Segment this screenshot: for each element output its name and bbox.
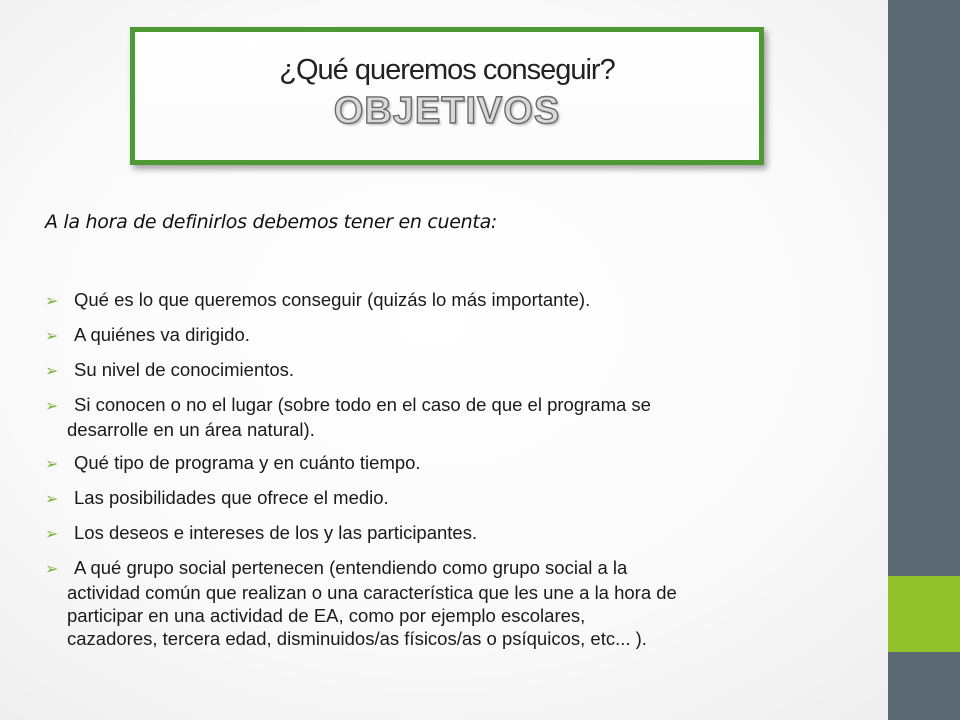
list-item: ➢ A qué grupo social pertenecen (entendiendo como grupo social a la actividad común que realizan o una característica que les une a la hora de participar en una actividad de EA, como por ejemplo escolares, cazadores, tercera edad, disminuidos/as físicos/as o psíquicos, etc... ).	[45, 557, 677, 649]
arrow-bullet-icon: ➢	[45, 456, 59, 473]
arrow-bullet-icon: ➢	[45, 491, 59, 508]
list-item: ➢ Qué es lo que queremos conseguir (quizás lo más importante).	[45, 288, 875, 313]
sidebar-accent-block	[888, 576, 960, 652]
intro-text: A la hora de definirlos debemos tener en cuenta:	[45, 211, 498, 233]
title-box	[130, 27, 764, 165]
arrow-bullet-icon: ➢	[45, 561, 59, 578]
list-item: ➢ Los deseos e intereses de los y las participantes.	[45, 521, 875, 546]
list-item: ➢ Si conocen o no el lugar (sobre todo en el caso de que el programa se desarrolle en un área natural).	[45, 394, 651, 440]
arrow-bullet-icon: ➢	[45, 328, 59, 345]
slide-subtitle: OBJETIVOS	[333, 90, 561, 132]
arrow-bullet-icon: ➢	[45, 526, 59, 543]
list-item: ➢ Las posibilidades que ofrece el medio.	[45, 486, 875, 511]
list-item: ➢ Su nivel de conocimientos.	[45, 358, 875, 383]
arrow-bullet-icon: ➢	[45, 363, 59, 380]
list-item: ➢ Qué tipo de programa y en cuánto tiempo.	[45, 451, 875, 476]
slide-title: ¿Qué queremos conseguir?	[279, 54, 615, 86]
arrow-bullet-icon: ➢	[45, 293, 59, 310]
arrow-bullet-icon: ➢	[45, 398, 59, 415]
list-item: ➢ A quiénes va dirigido.	[45, 323, 875, 348]
bullet-list	[45, 288, 875, 660]
